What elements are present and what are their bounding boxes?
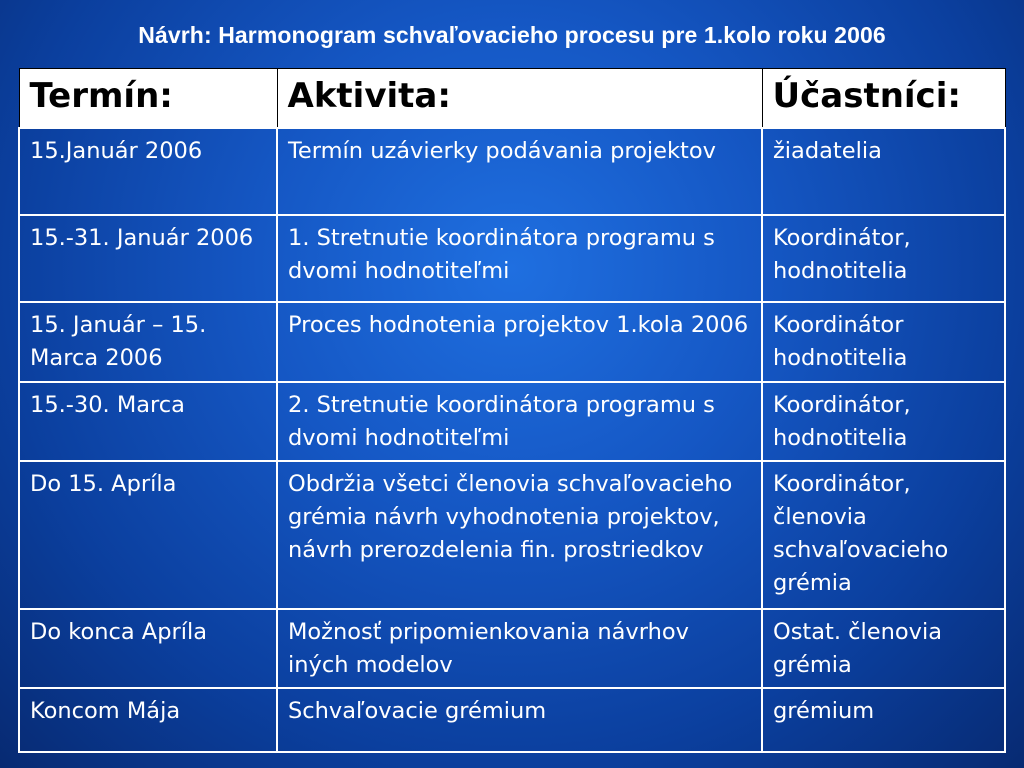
cell-activity: Proces hodnotenia projektov 1.kola 2006 xyxy=(277,302,762,382)
cell-term: Do konca Apríla xyxy=(19,609,277,688)
cell-term: 15.Január 2006 xyxy=(19,128,277,215)
cell-activity: 2. Stretnutie koordinátora programu s dvomi hodnotiteľmi xyxy=(277,382,762,461)
cell-term: 15.-31. Január 2006 xyxy=(19,215,277,302)
cell-term: 15. Január – 15. Marca 2006 xyxy=(19,302,277,382)
cell-activity: 1. Stretnutie koordinátora programu s dvomi hodnotiteľmi xyxy=(277,215,762,302)
slide-title: Návrh: Harmonogram schvaľovacieho procesu pre 1.kolo roku 2006 xyxy=(138,22,886,48)
table-row xyxy=(19,302,1005,382)
cell-participants: Ostat. členovia grémia xyxy=(762,609,1005,688)
cell-term: Do 15. Apríla xyxy=(19,461,277,609)
cell-term: 15.-30. Marca xyxy=(19,382,277,461)
table-row xyxy=(19,688,1005,752)
cell-activity: Možnosť pripomienkovania návrhov iných modelov xyxy=(277,609,762,688)
table-header-row xyxy=(19,69,1005,128)
cell-activity: Obdržia všetci členovia schvaľovacieho grémia návrh vyhodnotenia projektov, návrh prerozdelenia fin. prostriedkov xyxy=(277,461,762,609)
table-row xyxy=(19,382,1005,461)
cell-participants: grémium xyxy=(762,688,1005,752)
cell-activity: Schvaľovacie grémium xyxy=(277,688,762,752)
cell-participants: Koordinátor, hodnotitelia xyxy=(762,382,1005,461)
table-row xyxy=(19,461,1005,609)
cell-term: Koncom Mája xyxy=(19,688,277,752)
cell-participants: Koordinátor, členovia schvaľovacieho grémia xyxy=(762,461,1005,609)
header-term: Termín: xyxy=(19,69,277,128)
header-participants: Účastníci: xyxy=(762,69,1005,128)
table-row xyxy=(19,215,1005,302)
cell-participants: Koordinátor hodnotitelia xyxy=(762,302,1005,382)
table-row xyxy=(19,128,1005,215)
cell-activity: Termín uzávierky podávania projektov xyxy=(277,128,762,215)
cell-participants: žiadatelia xyxy=(762,128,1005,215)
cell-participants: Koordinátor, hodnotitelia xyxy=(762,215,1005,302)
header-activity: Aktivita: xyxy=(277,69,762,128)
table-row xyxy=(19,609,1005,688)
schedule-table xyxy=(18,68,1006,753)
